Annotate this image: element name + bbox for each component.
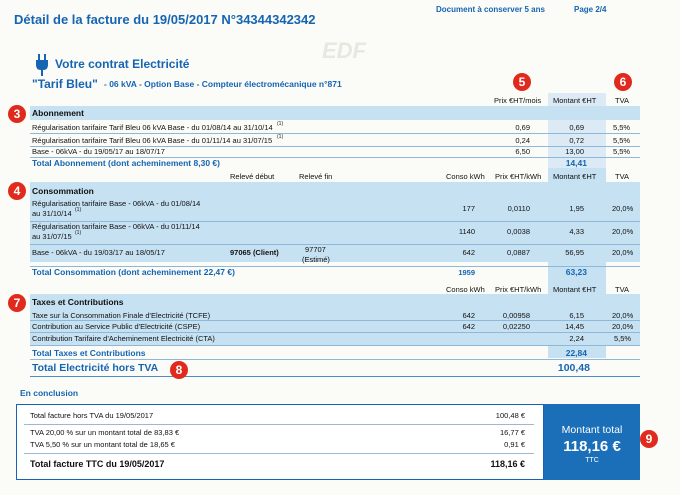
col-tva: TVA	[615, 96, 630, 105]
abonnement-total-label: Total Abonnement (dont acheminement 8,30 €)	[32, 158, 220, 168]
total-box-label: Montant total	[561, 424, 623, 436]
annotation-badge: 9	[640, 430, 658, 448]
divider	[30, 376, 640, 377]
col-price-month: Prix €HT/mois	[494, 96, 542, 105]
annotation-badge: 6	[614, 73, 632, 91]
consommation-label: Consommation	[32, 186, 94, 196]
abonnement-header-band	[30, 106, 640, 120]
divider	[24, 453, 534, 454]
total-box-unit: TTC	[585, 457, 599, 464]
table-row: Régularisation tarifaire Tarif Bleu 06 kVA Base - du 01/11/14 au 31/07/15 (1) 0,24 0,72 5,5%	[32, 134, 631, 145]
col-tva: TVA	[615, 285, 630, 294]
col-amount-ht: Montant €HT	[553, 172, 597, 181]
abonnement-total-amount: 14,41	[565, 158, 587, 168]
page-number: Page 2/4	[574, 5, 607, 14]
annotation-badge: 5	[513, 73, 531, 91]
annotation-badge: 8	[170, 361, 188, 379]
total-ht-amount: 100,48	[557, 362, 590, 374]
taxes-total-amount: 22,84	[565, 348, 587, 358]
total-ht-label: Total Electricité hors TVA	[32, 362, 159, 374]
edf-watermark-logo: EDF	[322, 38, 366, 63]
col-price-kwh: Prix €HT/kWh	[495, 172, 542, 181]
table-row: Contribution Tarifaire d'Acheminement Electricité (CTA) 2,24 5,5%	[32, 334, 632, 343]
taxes-total-label: Total Taxes et Contributions	[32, 348, 146, 358]
consommation-total-label: Total Consommation (dont acheminement 22,47 €)	[32, 267, 235, 277]
col-releve-fin: Relevé fin	[299, 172, 333, 181]
total-amount-box	[544, 404, 640, 480]
abonnement-label: Abonnement	[32, 108, 84, 118]
divider	[30, 359, 640, 360]
invoice-title: Détail de la facture du 19/05/2017 N°34344342342	[14, 12, 316, 27]
contract-heading: Votre contrat Electricité	[55, 57, 190, 71]
table-row: Base - 06kVA - du 19/05/17 au 18/07/17 6,50 13,00 5,5%	[32, 147, 631, 156]
divider	[30, 320, 640, 321]
divider	[24, 424, 534, 425]
conclusion-heading: En conclusion	[20, 388, 79, 398]
table-row: Régularisation tarifaire Base - 06kVA - du 01/08/14 au 31/10/14 (1) 177 0,0110 1,95 20,0%	[32, 199, 634, 218]
conclusion-row: TVA 5,50 % sur un montant total de 18,65 € 0,91 €	[30, 440, 525, 449]
table-row: Contribution au Service Public d'Electricité (CSPE) 642 0,02250 14,45 20,0%	[32, 322, 634, 331]
conclusion-row: Total facture hors TVA du 19/05/2017 100,48 €	[30, 411, 525, 420]
conclusion-row: TVA 20,00 % sur un montant total de 83,83 € 16,77 €	[30, 428, 525, 437]
col-amount-ht: Montant €HT	[553, 96, 597, 105]
tariff-details: - 06 kVA - Option Base - Compteur électromécanique n°871	[104, 79, 342, 89]
ttc-row: Total facture TTC du 19/05/2017 118,16 €	[30, 459, 525, 469]
annotation-badge: 4	[8, 182, 26, 200]
table-row: Taxe sur la Consommation Finale d'Electricité (TCFE) 642 0,00958 6,15 20,0%	[32, 311, 634, 320]
col-conso-kwh: Conso kWh	[446, 285, 485, 294]
consommation-total-amount: 63,23	[565, 267, 587, 277]
total-box-amount: 118,16 €	[563, 438, 621, 455]
col-releve-debut: Relevé début	[230, 172, 275, 181]
annotation-badge: 3	[8, 105, 26, 123]
col-tva: TVA	[615, 172, 630, 181]
plug-icon	[35, 54, 49, 76]
taxes-label: Taxes et Contributions	[32, 297, 124, 307]
tariff-name: "Tarif Bleu"	[32, 77, 98, 91]
document-note: Document à conserver 5 ans	[436, 5, 545, 14]
annotation-badge: 7	[8, 294, 26, 312]
col-amount-ht: Montant €HT	[553, 285, 597, 294]
divider	[30, 133, 640, 134]
table-row: Régularisation tarifaire Tarif Bleu 06 kVA Base - du 01/08/14 au 31/10/14 (1) 0,69 0,69 5,5%	[32, 121, 631, 132]
col-price-kwh: Prix €HT/kWh	[495, 285, 542, 294]
divider	[30, 345, 640, 346]
table-row: Base - 06kVA - du 19/03/17 au 18/05/17 97065 (Client) 97707 (Estimé) 642 0,0887 56,95 20,0%	[32, 245, 634, 264]
consommation-total-conso: 1959	[458, 268, 475, 277]
table-row: Régularisation tarifaire Base - 06kVA - du 01/11/14 au 31/07/15 (1) 1140 0,0038 4,33 20,0%	[32, 222, 634, 241]
divider	[30, 332, 640, 333]
col-conso-kwh: Conso kWh	[446, 172, 485, 181]
